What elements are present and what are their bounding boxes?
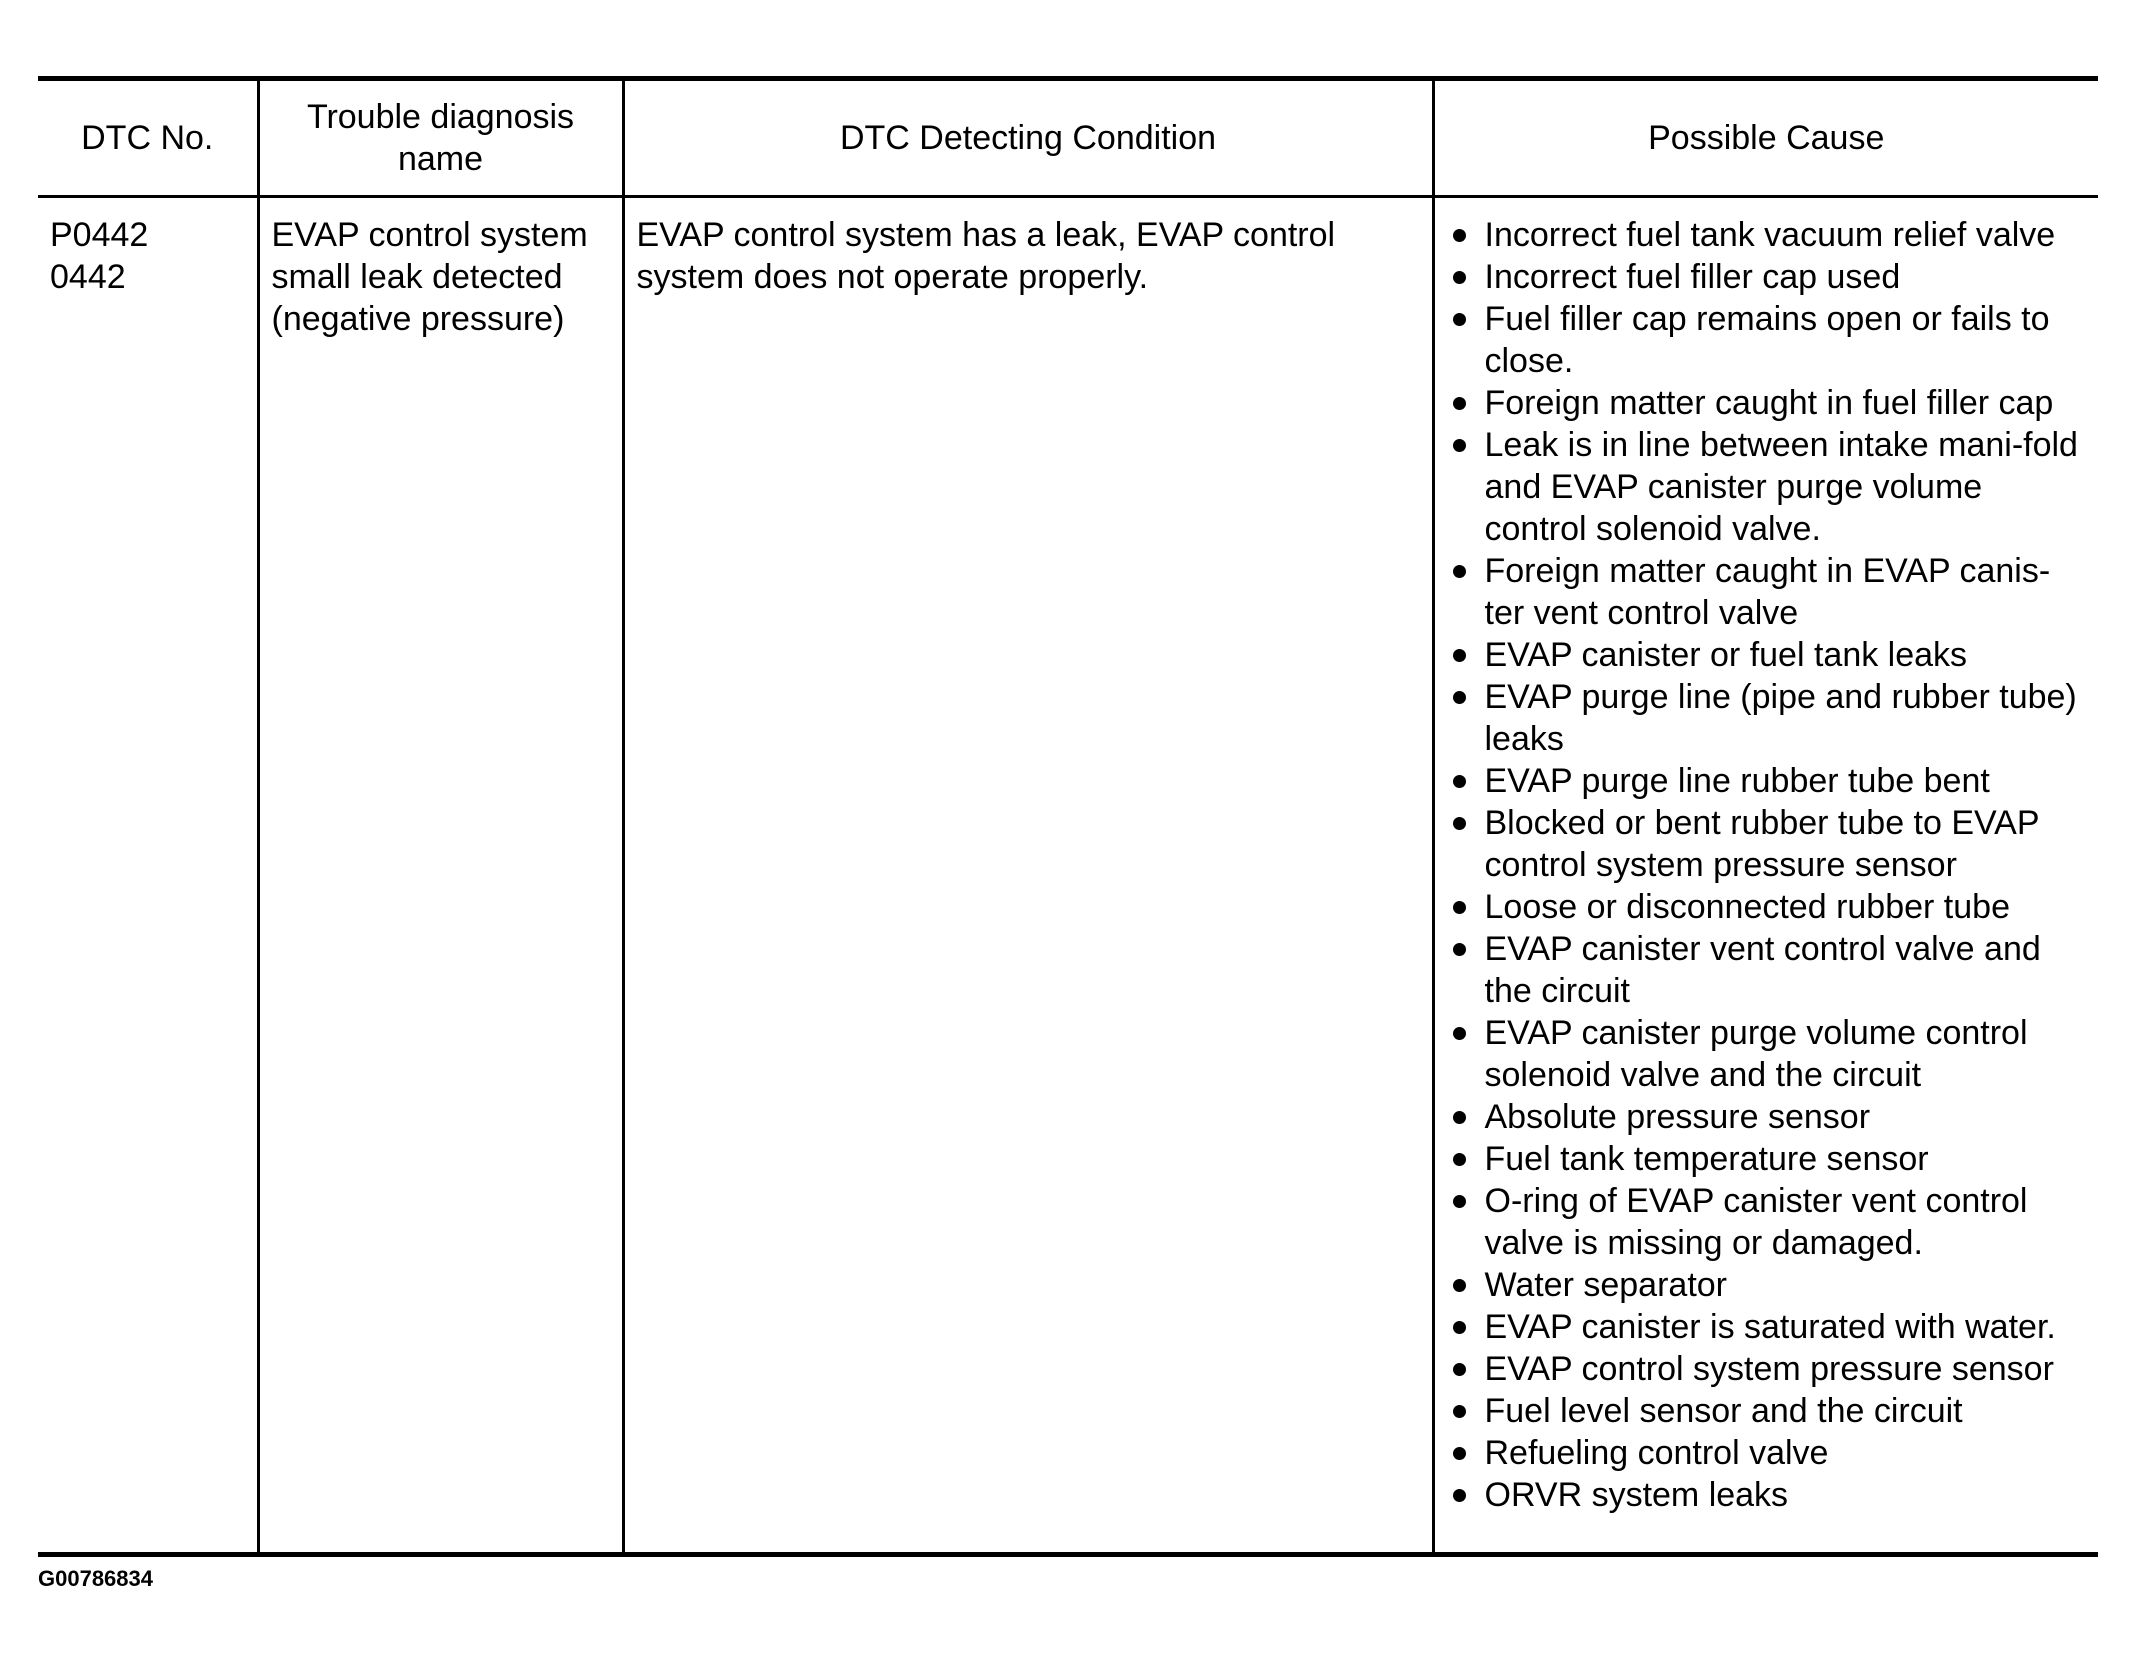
cell-dtc-no (38, 197, 258, 1555)
bullet-icon (1453, 1027, 1466, 1040)
list-item (1447, 1390, 2087, 1432)
list-item (1447, 550, 2087, 634)
bullet-icon (1453, 565, 1466, 578)
list-item (1447, 676, 2087, 760)
cell-condition: EVAP control system has a leak, EVAP control system does not operate properly. (623, 197, 1433, 1555)
cause-text: EVAP purge line rubber tube bent (1484, 762, 1990, 800)
cause-text: Leak is in line between intake mani-fold and EVAP canister purge volume control solenoid valve. (1484, 426, 2078, 548)
bullet-icon (1453, 397, 1466, 410)
bullet-icon (1453, 1111, 1466, 1124)
cause-text: Loose or disconnected rubber tube (1484, 888, 2010, 926)
list-item (1447, 634, 2087, 676)
header-dtc-no: DTC No. (38, 79, 258, 197)
cause-text: ORVR system leaks (1484, 1476, 1789, 1514)
cause-text: Refueling control valve (1484, 1434, 1829, 1472)
list-item (1447, 886, 2087, 928)
cause-text: EVAP canister or fuel tank leaks (1484, 636, 1968, 674)
list-item (1447, 760, 2087, 802)
cause-text: Blocked or bent rubber tube to EVAP control system pressure sensor (1484, 804, 2039, 884)
list-item (1447, 1348, 2087, 1390)
cause-text: Water separator (1484, 1266, 1727, 1304)
cause-text: Incorrect fuel filler cap used (1484, 258, 1901, 296)
bullet-icon (1453, 775, 1466, 788)
cause-text: Fuel tank temperature sensor (1484, 1140, 1929, 1178)
dtc-table (38, 76, 2098, 1557)
bullet-icon (1453, 901, 1466, 914)
cause-text: EVAP purge line (pipe and rubber tube) leaks (1484, 678, 2077, 758)
cell-trouble-name: EVAP control system small leak detected (negative pressure) (258, 197, 623, 1555)
list-item (1447, 214, 2087, 256)
cause-text: EVAP control system pressure sensor (1484, 1350, 2054, 1388)
cause-text: Foreign matter caught in fuel filler cap (1484, 384, 2054, 422)
header-cause: Possible Cause (1433, 79, 2098, 197)
cause-text: EVAP canister is saturated with water. (1484, 1308, 2056, 1346)
list-item (1447, 928, 2087, 1012)
list-item (1447, 1306, 2087, 1348)
bullet-icon (1453, 817, 1466, 830)
dtc-code: 0442 (50, 258, 126, 296)
bullet-icon (1453, 1153, 1466, 1166)
cause-text: O-ring of EVAP canister vent control valve is missing or damaged. (1484, 1182, 2028, 1262)
bullet-icon (1453, 691, 1466, 704)
bullet-icon (1453, 439, 1466, 452)
cause-text: EVAP canister purge volume control solenoid valve and the circuit (1484, 1014, 2028, 1094)
possible-cause-list (1447, 214, 2087, 1516)
list-item (1447, 1138, 2087, 1180)
cause-text: Incorrect fuel tank vacuum relief valve (1484, 216, 2056, 254)
cause-text: Fuel level sensor and the circuit (1484, 1392, 1963, 1430)
header-condition: DTC Detecting Condition (623, 79, 1433, 197)
list-item (1447, 1264, 2087, 1306)
bullet-icon (1453, 271, 1466, 284)
table-header-row (38, 79, 2098, 197)
cell-cause (1433, 197, 2098, 1555)
bullet-icon (1453, 1405, 1466, 1418)
bullet-icon (1453, 1447, 1466, 1460)
cause-text: Fuel filler cap remains open or fails to close. (1484, 300, 2050, 380)
cause-text: EVAP canister vent control valve and the circuit (1484, 930, 2041, 1010)
dtc-code: P0442 (50, 216, 149, 254)
list-item (1447, 802, 2087, 886)
list-item (1447, 256, 2087, 298)
bullet-icon (1453, 1321, 1466, 1334)
bullet-icon (1453, 649, 1466, 662)
list-item (1447, 1474, 2087, 1516)
bullet-icon (1453, 943, 1466, 956)
cause-text: Foreign matter caught in EVAP canis-ter vent control valve (1484, 552, 2051, 632)
list-item (1447, 1012, 2087, 1096)
bullet-icon (1453, 1489, 1466, 1502)
list-item (1447, 424, 2087, 550)
figure-code: G00786834 (38, 1566, 153, 1591)
table-row (38, 197, 2098, 1555)
bullet-icon (1453, 1363, 1466, 1376)
bullet-icon (1453, 229, 1466, 242)
header-trouble-name: Trouble diagnosis name (258, 79, 623, 197)
bullet-icon (1453, 1279, 1466, 1292)
bullet-icon (1453, 1195, 1466, 1208)
list-item (1447, 1432, 2087, 1474)
list-item (1447, 382, 2087, 424)
list-item (1447, 1180, 2087, 1264)
list-item (1447, 1096, 2087, 1138)
bullet-icon (1453, 313, 1466, 326)
list-item (1447, 298, 2087, 382)
cause-text: Absolute pressure sensor (1484, 1098, 1871, 1136)
